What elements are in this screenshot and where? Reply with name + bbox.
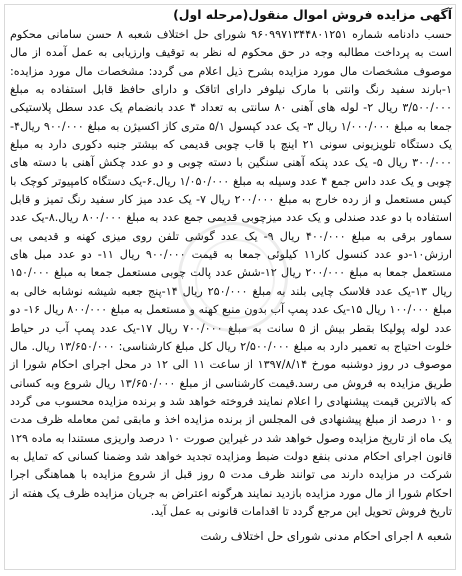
auction-notice [10, 6, 452, 545]
notice-body: حسب دادنامه شماره ۹۶۰۹۹۷۱۳۴۴۸۰۱۲۵۱ شورای حل اختلاف شعبه ۸ حسن سامانی محکوم است به پرداخت مطالبه وجه در حق محکوم له نظر به توقیف وارزیابی به عمل آمده از مال موصوف مشخصات مال مورد مزایده بشرح ذیل اعلام می گردد: مشخصات مال مورد مزایده: ۱-بارند سفید رنگ وانتی با مارک نیلوفر دارای اتاقک و دارای حافظ قابل استفاده به مبلغ ۳/۵۰۰/۰۰۰ ریال ۲- لوله های آهنی ۸۰ سانتی به تعداد ۴ عدد بانضمام یک عدد سطل پلاستیکی جمعا به مبلغ ۱/۰۰۰/۰۰۰ ریال ۳- یک عدد کپسول ۵/۱ متری کاز اکسیژن به مبلغ ۹۰۰/۰۰۰ ریال۴- یک دستگاه تلویزیونی سونی ۲۱ اینچ با قاب چوبی قدیمی که بیشتر جنبه دکوری دارد به مبلغ ۳۰۰/۰۰۰ ریال ۵- یک عدد پنکه آهنی سنگین با دسته چوبی و دو عدد چکش آهنی با دسته های چوبی و یک عدد داس جمع ۴ عدد وسیله به مبلغ ۱/۰۵۰/۰۰۰ ریال.۶-یک دستگاه کامپیوتر کوچک با کیس مستعمل و از رده خارج به مبلغ ۲۰۰/۰۰۰ ریال ۷- یک عدد میز کار سفید رنگ تمیز و قابل استفاده با دو عدد صندلی و یک عدد میزچوبی قدیمی جمع عدد به مبلغ ۸۰۰/۰۰۰ ریال.۸-یک عدد سماور برقی به مبلغ ۴۰۰/۰۰۰ ریال ۹- یک عدد گوشی تلفن روی میزی کهنه و قدیمی بی ارزش۱۰-دو عدد کنسول کار۱۱ کیلوئی جمعا به قیمت ۹۰۰/۰۰۰ ریال ۱۱- دو عدد مبل های مستعمل جمعا به مبلغ ۲۰۰/۰۰۰ ریال ۱۲-شش عدد پالت چوبی مستعمل جمعا به مبلغ ۱۵۰/۰۰۰ ریال ۱۳-یک عدد فلاسک چایی بلند به مبلغ ۲۵۰/۰۰۰ ریال ۱۴-پنج جعبه شیشه نوشابه خالی به مبلغ ۱۰۰/۰۰۰ ریال ۱۵-یک عدد پمپ آب بدون منبع کهنه و مستعمل به مبلغ ۸۰۰/۰۰۰ ریال ۱۶- دو عدد لوله پولیکا بقطر بیش از ۵ سانت به مبلغ ۷۰۰/۰۰۰ ریال ۱۷-یک عدد پمپ آب در حیاط خلوت احتیاج به تعمیر دارد به مبلغ ۲/۵۰۰/۰۰۰ ریال کل مبلغ کارشناسی: ۱۳/۶۵۰/۰۰۰ ریال. مال موصوف در روز دوشنبه مورخ ۱۳۹۷/۸/۱۴ از ساعت ۱۱ الی ۱۲ در محل اجرای احکام شورا از طریق مزایده به فروش می رسد.قیمت کارشناسی از مبلغ ۱۳/۶۵۰/۰۰۰ ریال شروع وبه کسانی که بالاترین قیمت پیشنهادی را اعلام نمایند فروخته خواهد شد و برنده مزایده محسوب می گردد و ۱۰ درصد از مبلغ پیشنهادی فی المجلس از برنده مزایده اخذ و مابقی ثمن معامله ظرف مدت یک ماه از تاریخ مزایده وصول خواهد شد در غیراین صورت ۱۰ درصد واریزی مستندا به ماده ۱۲۹ قانون اجرای احکام مدنی بنفع دولت ضبط ومزایده تجدید خواهد شد وضمنا کسانی که تمایل به شرکت در مزایده دارند می توانند ظرف مدت ۵ روز قبل از شروع مزایده با هماهنگی اجرا احکام شورا از مال مورد مزایده بازدید نمایند هرگونه اعتراض به جریان مزایده ظرف یک هفته از تاریخ فروش تحویل این مرجع گردد تا اقدامات قانونی به عمل آید. [10, 28, 453, 518]
notice-signature: شعبه ۸ اجرای احکام مدنی شورای حل اختلاف رشت [200, 529, 452, 544]
notice-title: آگهی مزایده فروش اموال منقول(مرحله اول) [173, 7, 452, 22]
